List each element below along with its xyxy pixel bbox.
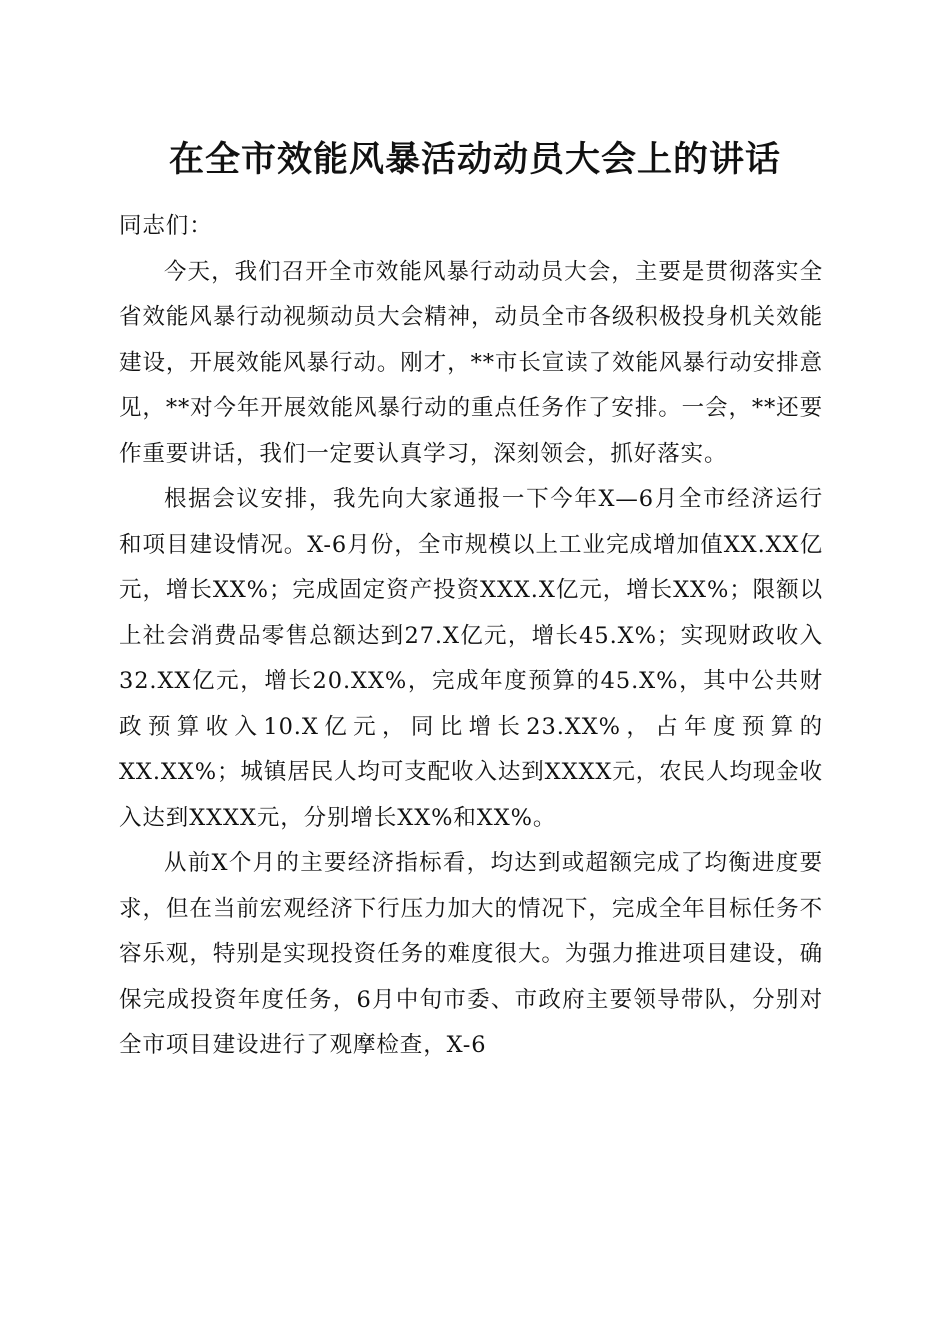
salutation: 同志们： (119, 213, 213, 239)
document-title: 在全市效能风暴活动动员大会上的讲话 (168, 139, 781, 180)
paragraph-opening: 今天，我们召开全市效能风暴行动动员大会，主要是贯彻落实全省效能风暴行动视频动员大会精神，动员全市各级积极投身机关效能建设，开展效能风暴行动。刚才，**市长宣读了效能风暴行动安排意见，**对今年开展效能风暴行动的重点任务作了安排。一会，**还要作重要讲话，我们一定要认真学习，深刻领会，抓好落实。 (119, 258, 823, 467)
paragraph-economic-report: 根据会议安排，我先向大家通报一下今年X—6月全市经济运行和项目建设情况。X-6月份，全市规模以上工业完成增加值XX.XX亿元，增长XX%；完成固定资产投资XXX.X亿元，增长XX%；限额以上社会消费品零售总额达到27.X亿元，增长45.X%；实现财政收入32.XX亿元，增长20.XX%，完成年度预算的45.X%，其中公共财政预算收入10.X亿元，同比增长23.XX%，占年度预算的XX.XX%；城镇居民人均可支配收入达到XXXX元，农民人均现金收入达到XXXX元，分别增长XX%和XX%。 (119, 486, 823, 831)
document-body (119, 204, 823, 1069)
paragraph-project-construction: 从前X个月的主要经济指标看，均达到或超额完成了均衡进度要求，但在当前宏观经济下行压力加大的情况下，完成全年目标任务不容乐观，特别是实现投资任务的难度很大。为强力推进项目建设，确保完成投资年度任务，6月中旬市委、市政府主要领导带队，分别对全市项目建设进行了观摩检查，X-6 (119, 850, 823, 1058)
